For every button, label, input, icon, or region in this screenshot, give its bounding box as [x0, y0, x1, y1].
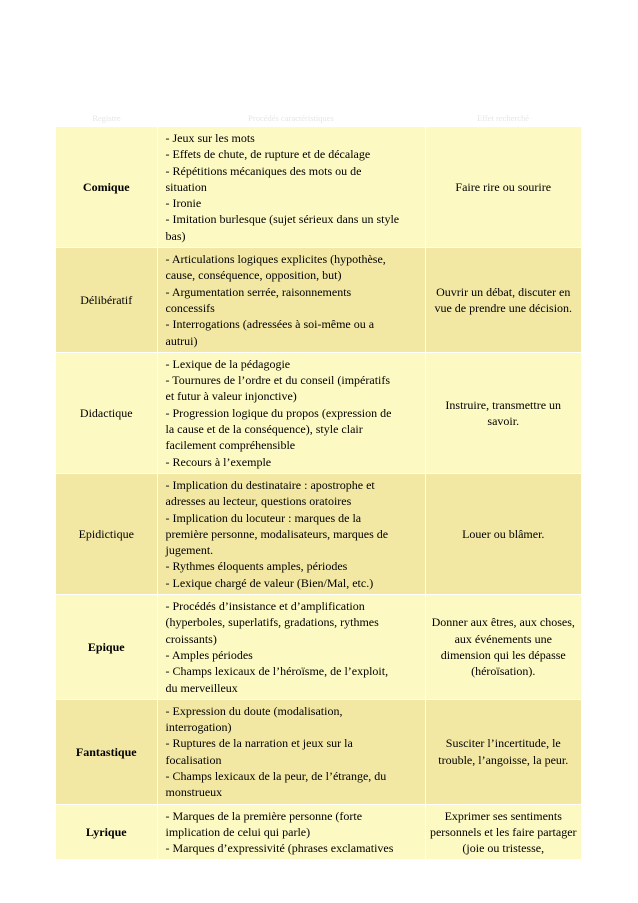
feature-line: - Interrogations (adressées à soi-même ou a: [165, 317, 375, 332]
register-features: [157, 804, 425, 859]
feature-line: - Rythmes éloquents amples, périodes: [165, 559, 348, 574]
header-effet: Effet recherché: [425, 109, 581, 127]
register-effect: Susciter l’incertitude, le trouble, l’angoisse, la peur.: [425, 699, 581, 804]
feature-line: et futur à valeur injonctive): [165, 389, 297, 404]
feature-line: - Recours à l’exemple: [165, 454, 272, 469]
feature-line: interrogation): [165, 720, 232, 735]
register-features: [157, 352, 425, 473]
feature-line: - Jeux sur les mots: [165, 131, 255, 145]
register-features: [157, 699, 425, 804]
feature-line: - Répétitions mécaniques des mots ou de: [165, 163, 362, 178]
header-registre: Registre: [56, 109, 157, 127]
feature-line: concessifs: [165, 300, 215, 315]
feature-line: du merveilleux: [165, 680, 238, 695]
register-effect: Ouvrir un débat, discuter en vue de prendre une décision.: [425, 248, 581, 353]
register-effect: Faire rire ou sourire: [425, 127, 581, 248]
feature-line: - Marques de la première personne (forte: [165, 808, 363, 823]
register-effect: Louer ou blâmer.: [425, 473, 581, 594]
table-row: [56, 699, 581, 804]
feature-line: facilement compréhensible: [165, 438, 296, 453]
feature-line: situation: [165, 179, 207, 194]
feature-line: cause, conséquence, opposition, but): [165, 268, 342, 283]
register-features: [157, 248, 425, 353]
registers-table: [56, 109, 581, 859]
feature-line: monstrueux: [165, 785, 223, 800]
feature-line: - Ironie: [165, 196, 202, 211]
feature-line: - Lexique chargé de valeur (Bien/Mal, etc.): [165, 575, 374, 590]
feature-line: - Argumentation serrée, raisonnements: [165, 284, 352, 299]
feature-line: - Lexique de la pédagogie: [165, 356, 291, 371]
table-row: [56, 804, 581, 859]
feature-line: - Champs lexicaux de la peur, de l’étrange, du: [165, 768, 387, 783]
feature-line: - Amples périodes: [165, 647, 253, 662]
feature-line: - Champs lexicaux de l’héroïsme, de l’exploit,: [165, 664, 389, 679]
table-row: [56, 248, 581, 353]
feature-line: implication de celui qui parle): [165, 824, 311, 839]
feature-line: (hyperboles, superlatifs, gradations, rythmes: [165, 615, 379, 630]
table-row: [56, 352, 581, 473]
feature-line: - Progression logique du propos (expression de: [165, 405, 392, 420]
feature-line: - Ruptures de la narration et jeux sur la: [165, 736, 353, 751]
feature-line: - Marques d’expressivité (phrases exclamatives: [165, 841, 394, 856]
feature-line: première personne, modalisateurs, marques de: [165, 526, 389, 541]
register-features: [157, 473, 425, 594]
register-name: Lyrique: [56, 804, 157, 859]
feature-line: - Articulations logiques explicites (hypothèse,: [165, 252, 386, 267]
table-header-row: [56, 109, 581, 127]
register-features: [157, 127, 425, 248]
feature-line: - Expression du doute (modalisation,: [165, 703, 343, 718]
register-name: Délibératif: [56, 248, 157, 353]
feature-line: - Effets de chute, de rupture et de décalage: [165, 147, 371, 162]
table-row: [56, 473, 581, 594]
feature-line: - Tournures de l’ordre et du conseil (impératifs: [165, 373, 391, 388]
feature-line: croissants): [165, 631, 217, 646]
feature-line: - Procédés d’insistance et d’amplification: [165, 599, 365, 614]
register-effect: Instruire, transmettre un savoir.: [425, 352, 581, 473]
register-features: [157, 595, 425, 700]
feature-line: autrui): [165, 333, 198, 348]
register-name: Epidictique: [56, 473, 157, 594]
feature-line: - Implication du destinataire : apostrophe et: [165, 477, 375, 492]
header-procedes: Procédés caractéristiques: [157, 109, 425, 127]
table-row: [56, 595, 581, 700]
feature-line: focalisation: [165, 752, 222, 767]
register-effect: Donner aux êtres, aux choses, aux événements une dimension qui les dépasse (héroïsation).: [425, 595, 581, 700]
feature-line: jugement.: [165, 543, 214, 558]
register-name: Comique: [56, 127, 157, 248]
feature-line: - Implication du locuteur : marques de la: [165, 510, 362, 525]
feature-line: - Imitation burlesque (sujet sérieux dans un style: [165, 212, 400, 227]
register-name: Fantastique: [56, 699, 157, 804]
feature-line: bas): [165, 228, 186, 243]
register-name: Didactique: [56, 352, 157, 473]
feature-line: la cause et de la conséquence), style clair: [165, 422, 363, 437]
register-effect: Exprimer ses sentiments personnels et les faire partager (joie ou tristesse,: [425, 804, 581, 859]
table-row: [56, 127, 581, 248]
feature-line: adresses au lecteur, questions oratoires: [165, 494, 352, 509]
register-name: Epique: [56, 595, 157, 700]
